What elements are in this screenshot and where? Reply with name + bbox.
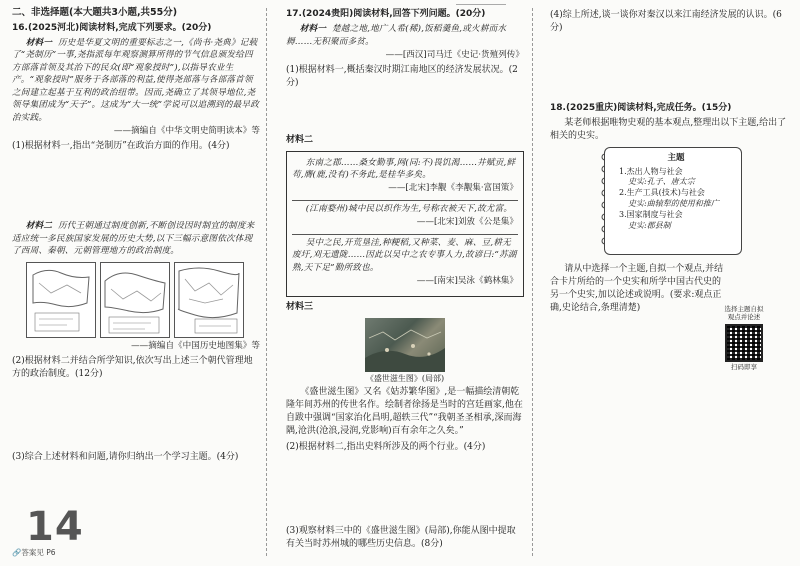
source-citation: ——[北宋]刘攽《公是集》 <box>416 217 518 228</box>
link-icon: 🔗 <box>12 548 22 557</box>
material-text: 历代王朝通过制度创新,不断创设因时制宜的制度来适应统一多民族国家发展的历史大势,以下三幅示意图依次体现了西周、秦朝、元朝管理地方的政治制度。 <box>12 221 255 257</box>
source-citation: ——[北宋]李觏《李觏集·富国策》 <box>388 183 518 194</box>
table-row <box>292 201 518 235</box>
column-left <box>0 0 268 566</box>
material-text: (江南婺州)城中民以织作为生,号称衣被天下,故尤富。 <box>305 203 513 214</box>
map-yuan <box>174 262 244 338</box>
source-citation: ——[南宋]吴泳《鹤林集》 <box>416 276 518 287</box>
topic-notebook <box>594 147 744 257</box>
topic-fact: 史实:孔子、唐太宗 <box>628 177 695 187</box>
map-set <box>26 262 260 338</box>
q16-heading: 16.(2025河北)阅读材料,完成下列要求。(20分) <box>12 22 212 33</box>
topic-fact: 史实:曲辕犁的使用和推广 <box>628 198 719 208</box>
material-label: 材料二 <box>286 134 314 145</box>
source-citation: ——摘编自《中国历史地图集》等 <box>131 340 260 351</box>
answer-space[interactable] <box>12 384 260 448</box>
qr-code-block[interactable] <box>714 306 774 371</box>
map-outline-graphic <box>101 263 169 337</box>
answer-space[interactable] <box>286 458 524 522</box>
q17-ask1: (1)根据材料一,概括秦汉时期江南地区的经济发展状况。(2分) <box>286 65 518 89</box>
q16-material1 <box>12 37 260 124</box>
q17-material1 <box>286 23 524 48</box>
qr-caption: 选择主题自拟 <box>724 305 764 313</box>
source-citation: ——摘编自《中华文明史简明读本》等 <box>113 125 260 136</box>
section-title: 二、非选择题(本大题共3小题,共55分) <box>12 7 178 18</box>
qr-caption: 观点并论述 <box>727 312 761 321</box>
q16-material2 <box>12 220 260 257</box>
material-label: 材料一 <box>25 37 53 48</box>
q17-ask2: (2)根据材料二,指出史料所涉及的两个行业。(4分) <box>286 442 486 453</box>
table-row <box>292 155 518 201</box>
topic-label: 3.国家制度与社会 <box>619 209 683 219</box>
q16-ask3: (3)综合上述材料和问题,请你归纳出一个学习主题。(4分) <box>12 452 239 463</box>
page-number: 14 <box>26 504 84 550</box>
q18-task: 请从中选择一个主题,自拟一个观点,并结合卡片所给的一个史实和所学中国古代史的另一个史实,加以论述或说明。(要求:观点正确,史论结合,条理清楚) <box>550 264 724 314</box>
material-text: 东南之郡……桑女勤事,网(同:不)畏饥渴……井赋贡,鲜苟,膺(鹿,没有)不务此,是桂华多矣。 <box>292 157 516 180</box>
topic-label: 1.杰出人物与社会 <box>619 166 683 176</box>
qr-caption: 扫码即享 <box>731 362 757 371</box>
source-citation: ——[西汉]司马迁《史记·货殖列传》 <box>385 49 524 60</box>
answer-space[interactable] <box>12 156 260 220</box>
material-label: 材料二 <box>25 221 53 232</box>
material-text: 楚越之地,地广人希(稀),饭稻羹鱼,或火耕而水耨……无积聚而多贫。 <box>286 24 507 47</box>
column-right <box>536 0 800 566</box>
topic-label: 2.生产工具(技术)与社会 <box>619 188 705 198</box>
q17-ask4: (4)综上所述,谈一谈你对秦汉以来江南经济发展的认识。(6分) <box>550 10 782 34</box>
map-western-zhou <box>26 262 96 338</box>
material-text: 吴中之民,开荒垦洼,种粳稻,又种菜、麦、麻、豆,耕无废圩,刈无遗陇……因此以吴中之农专事人力,故谚曰:“苏湖熟,天下足”勤所致也。 <box>292 237 517 273</box>
q17-material3: 《盛世滋生图》又名《姑苏繁华图》,是一幅描绘清朝乾隆年间苏州的传世名作。绘制者徐扬是当时的宫廷画家,他在自跋中强调“国家治化昌明,超轶三代”“我朝圣圣相承,深而海隅,沧洪(沧浪,浸润,党影响)百有余年之久矣。” <box>286 387 523 437</box>
q17-heading: 17.(2024贵阳)阅读材料,回答下列问题。(20分) <box>286 9 486 19</box>
q18-heading: 18.(2025重庆)阅读材料,完成任务。(15分) <box>550 103 732 114</box>
notebook-title: 主题 <box>667 153 685 164</box>
answer-space[interactable] <box>286 94 524 134</box>
column-middle <box>270 0 532 566</box>
answer-reference: 🔗答案见 P6 <box>12 548 56 557</box>
material-label: 材料一 <box>299 24 327 35</box>
answer-space[interactable] <box>550 38 790 100</box>
column-divider <box>532 8 533 556</box>
map-outline-graphic <box>175 263 243 337</box>
painting-image <box>365 318 445 372</box>
map-outline-graphic <box>27 263 95 337</box>
notebook-page <box>604 147 742 255</box>
qr-code-icon[interactable] <box>725 324 763 362</box>
table-row <box>292 235 518 293</box>
painting-caption: 《盛世滋生图》(局部) <box>365 373 445 383</box>
q17-ask3: (3)观察材料三中的《盛世滋生图》(局部),你能从图中提取有关当时苏州城的哪些历史信息。(8分) <box>286 525 516 549</box>
map-qin <box>100 262 170 338</box>
material-label: 材料三 <box>286 301 314 312</box>
q17-material2-table <box>286 151 524 297</box>
topic-fact: 史实:郡县制 <box>628 220 671 230</box>
q18-intro: 某老师根据唯物史观的基本观点,整理出以下主题,给出了相关的史实。 <box>550 118 787 142</box>
q16-ask2: (2)根据材料二并结合所学知识,依次写出上述三个朝代管理地方的政治制度。(12分) <box>12 356 253 380</box>
material-text: 历史是华夏文明的重要标志之一,《尚书·尧典》记载了“尧制历”一事,尧指派每年观察测算所得的节气信息颁发给四方部落首领及其治下的民众(即“观象授时”),以指导农业生产。“观象授时”服务于各部落的利益,使得尧部落与各部落首领之间建立起基于互利的政治纽带。因而,尧确立了其领导地位,尧领导集团成为“天子”。这成为“大一统”学说可以追溯到的最早政治实践。 <box>12 37 260 123</box>
painting-graphic <box>365 318 445 372</box>
q16-ask1: (1)根据材料一,指出“尧制历”在政治方面的作用。(4分) <box>12 141 230 152</box>
